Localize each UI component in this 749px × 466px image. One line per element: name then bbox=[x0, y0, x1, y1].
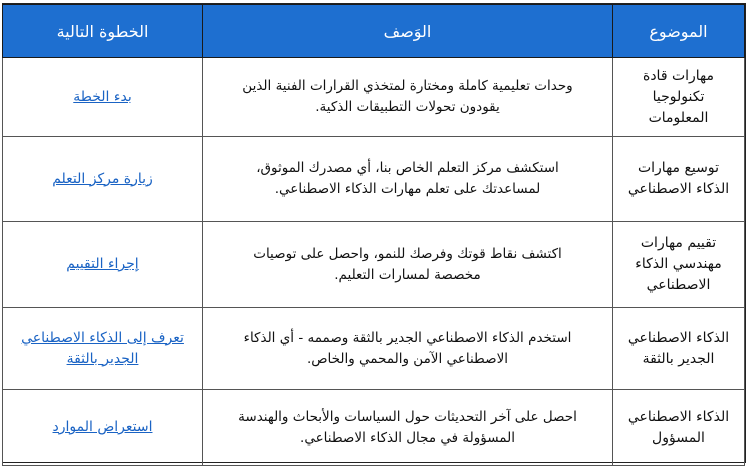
header-next-step: الخطوة التالية bbox=[3, 5, 203, 58]
header-topic: الموضوع bbox=[613, 5, 745, 58]
start-plan-link[interactable]: بدء الخطة bbox=[73, 88, 132, 105]
row-description: وحدات تعليمية كاملة ومختارة لمتخذي القرارات الفنية الذين يقودون تحولات التطبيقات الذكية. bbox=[203, 58, 613, 137]
take-assessment-link[interactable]: إجراء التقييم bbox=[66, 256, 139, 272]
row-description: استكشف مركز التعلم الخاص بنا، أي مصدرك الموثوق، لمساعدتك على تعلم مهارات الذكاء الاصطناعي. bbox=[203, 137, 613, 222]
resources-table-container bbox=[2, 3, 746, 463]
trustworthy-ai-link[interactable]: تعرف إلى الذكاء الاصطناعي الجدير بالثقة bbox=[21, 329, 184, 367]
row-next-step-cell bbox=[3, 222, 203, 308]
table-row bbox=[3, 308, 745, 390]
row-description: اكتشف نقاط قوتك وفرصك للنمو، واحصل على توصيات مخصصة لمسارات التعليم. bbox=[203, 222, 613, 308]
resources-table bbox=[2, 4, 745, 466]
row-next-step-cell bbox=[3, 137, 203, 222]
row-topic: الذكاء الاصطناعي المسؤول bbox=[613, 390, 745, 466]
row-next-step-cell bbox=[3, 390, 203, 466]
table-row bbox=[3, 222, 745, 308]
header-description: الوَصف bbox=[203, 5, 613, 58]
row-topic: مهارات قادة تكنولوجيا المعلومات bbox=[613, 58, 745, 137]
table-row bbox=[3, 137, 745, 222]
table-header-row bbox=[3, 5, 745, 58]
table-row bbox=[3, 58, 745, 137]
row-next-step-cell bbox=[3, 58, 203, 137]
row-next-step-cell bbox=[3, 308, 203, 390]
row-topic: الذكاء الاصطناعي الجدير بالثقة bbox=[613, 308, 745, 390]
row-description: استخدم الذكاء الاصطناعي الجدير بالثقة وصممه - أي الذكاء الاصطناعي الآمن والمحمي والخاص. bbox=[203, 308, 613, 390]
row-topic: تقييم مهارات مهندسي الذكاء الاصطناعي bbox=[613, 222, 745, 308]
table-row bbox=[3, 390, 745, 466]
review-resources-link[interactable]: استعراض الموارد bbox=[52, 419, 153, 435]
row-topic: توسيع مهارات الذكاء الاصطناعي bbox=[613, 137, 745, 222]
row-description: احصل على آخر التحديثات حول السياسات والأبحاث والهندسة المسؤولة في مجال الذكاء الاصطناعي. bbox=[203, 390, 613, 466]
visit-learning-center-link[interactable]: زيارة مركز التعلم bbox=[52, 170, 153, 187]
